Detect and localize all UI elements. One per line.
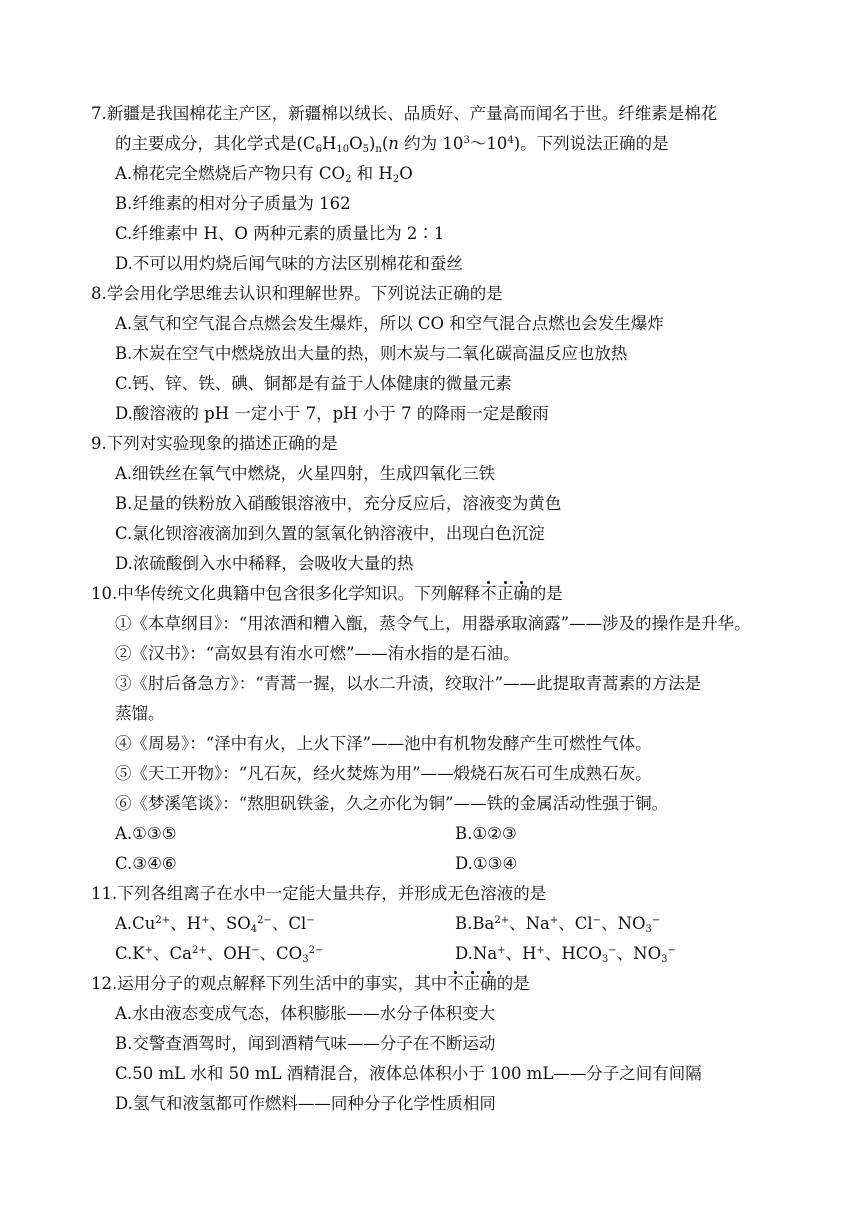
q10-item-3: ③《肘后备急方》：“青蒿一握，以水二升渍，绞取汁”——此提取青蒿素的方法是 [115,674,702,693]
q12-stem-after: 的是 [496,974,530,993]
q9-option-a: A.细铁丝在氧气中燃烧，火星四射，生成四氧化三铁 [115,464,496,483]
q12-stem-before: 12.运用分子的观点解释下列生活中的事实，其中 [91,974,448,993]
q7-option-a: A.棉花完全燃烧后产物只有 $CO_2$ 和 $H_2O$ [115,164,413,185]
q10-stem-emphasis [480,584,530,603]
q10-option-a: A.①③⑤ [115,824,177,843]
emphasis-char: 正 [463,974,481,993]
q9-option-c: C.氯化钡溶液滴加到久置的氢氧化钠溶液中，出现白色沉淀 [115,524,545,543]
q10-stem-before: 10.中华传统文化典籍中包含很多化学知识。下列解释 [91,584,481,603]
q10-stem-after: 的是 [529,584,563,603]
q10-item-1: ①《本草纲目》：“用浓酒和糟入甑，蒸令气上，用器承取滴露”——涉及的操作是升华。 [115,614,751,633]
q10-item-3-cont: 蒸馏。 [115,704,165,723]
q8-option-a: A.氢气和空气混合点燃会发生爆炸，所以 CO 和空气混合点燃也会发生爆炸 [115,314,664,333]
q12-option-d: D.氢气和液氢都可作燃料——同种分子化学性质相同 [115,1094,496,1113]
q10-item-6: ⑥《梦溪笔谈》：“熬胆矾铁釜，久之亦化为铜”——铁的金属活动性强于铜。 [115,794,669,813]
q10-option-b: B.①②③ [455,824,517,843]
q11-stem: 11.下列各组离子在水中一定能大量共存，并形成无色溶液的是 [91,884,547,903]
q8-option-b: B.木炭在空气中燃烧放出大量的热，则木炭与二氧化碳高温反应也放热 [115,344,628,363]
q12-stem-emphasis [447,974,497,993]
q9-option-d: D.浓硫酸倒入水中稀释，会吸收大量的热 [115,554,414,573]
q11-option-a: $A.Cu^{2+}$、H+、$SO_4^{2-}$、Cl− [115,914,315,935]
q11-option-b: $B.Ba^{2+}$、Na+、Cl−、$NO_3^-$ [455,914,661,935]
emphasis-char: 不 [447,974,464,993]
q7-option-d: D.不可以用灼烧后闻气味的方法区别棉花和蚕丝 [115,254,463,273]
q9-stem: 9.下列对实验现象的描述正确的是 [91,434,338,453]
q10-item-5: ⑤《天工开物》：“凡石灰，经火焚炼为用”——煅烧石灰石可生成熟石灰。 [115,764,652,783]
q8-option-c: C.钙、锌、铁、碘、铜都是有益于人体健康的微量元素 [115,374,512,393]
q11-option-d: D.Na+、H+、$HCO_3^-$、$NO_3^-$ [455,944,676,965]
q8-stem: 8.学会用化学思维去认识和理解世界。下列说法正确的是 [91,284,503,303]
q12-option-c: C.50 mL 水和 50 mL 酒精混合，液体总体积小于 100 mL——分子之间有间隔 [115,1064,702,1083]
emphasis-char: 不 [480,584,497,603]
q10-item-4: ④《周易》：“泽中有火，上火下泽”——池中有机物发酵产生可燃性气体。 [115,734,652,753]
q12-option-a: A.水由液态变成气态，体积膨胀——水分子体积变大 [115,1004,496,1023]
q7-stem-line1: 7.新疆是我国棉花主产区，新疆棉以绒长、品质好、产量高而闻名于世。纤维素是棉花 [91,104,718,123]
q10-option-d: D.①③④ [455,854,518,873]
q12-stem [91,973,530,997]
q11-option-c: C.K+、$Ca^{2+}$、OH−、$CO_3^{2-}$ [115,944,324,965]
q7-stem-line2: 的主要成分，其化学式是$(C_6H_{10}O_5)_n(n$ 约为 $10^3\sim 10^4$)。下列说法正确的是 [115,134,669,155]
q10-item-2: ②《汉书》：“高奴县有洧水可燃”——洧水指的是石油。 [115,644,520,663]
q8-option-d: D.酸溶液的 pH 一定小于 7，pH 小于 7 的降雨一定是酸雨 [115,404,549,423]
emphasis-char: 确 [513,584,530,603]
q7-option-b: B.纤维素的相对分子质量为 162 [115,194,351,213]
emphasis-char: 确 [480,974,497,993]
q10-option-c: C.③④⑥ [115,854,177,873]
q10-stem [91,583,563,607]
q7-option-c: C.纤维素中 H、O 两种元素的质量比为 2∶1 [115,224,445,243]
q12-option-b: B.交警查酒驾时，闻到酒精气味——分子在不断运动 [115,1034,496,1053]
q9-option-b: B.足量的铁粉放入硝酸银溶液中，充分反应后，溶液变为黄色 [115,494,562,513]
emphasis-char: 正 [496,584,514,603]
